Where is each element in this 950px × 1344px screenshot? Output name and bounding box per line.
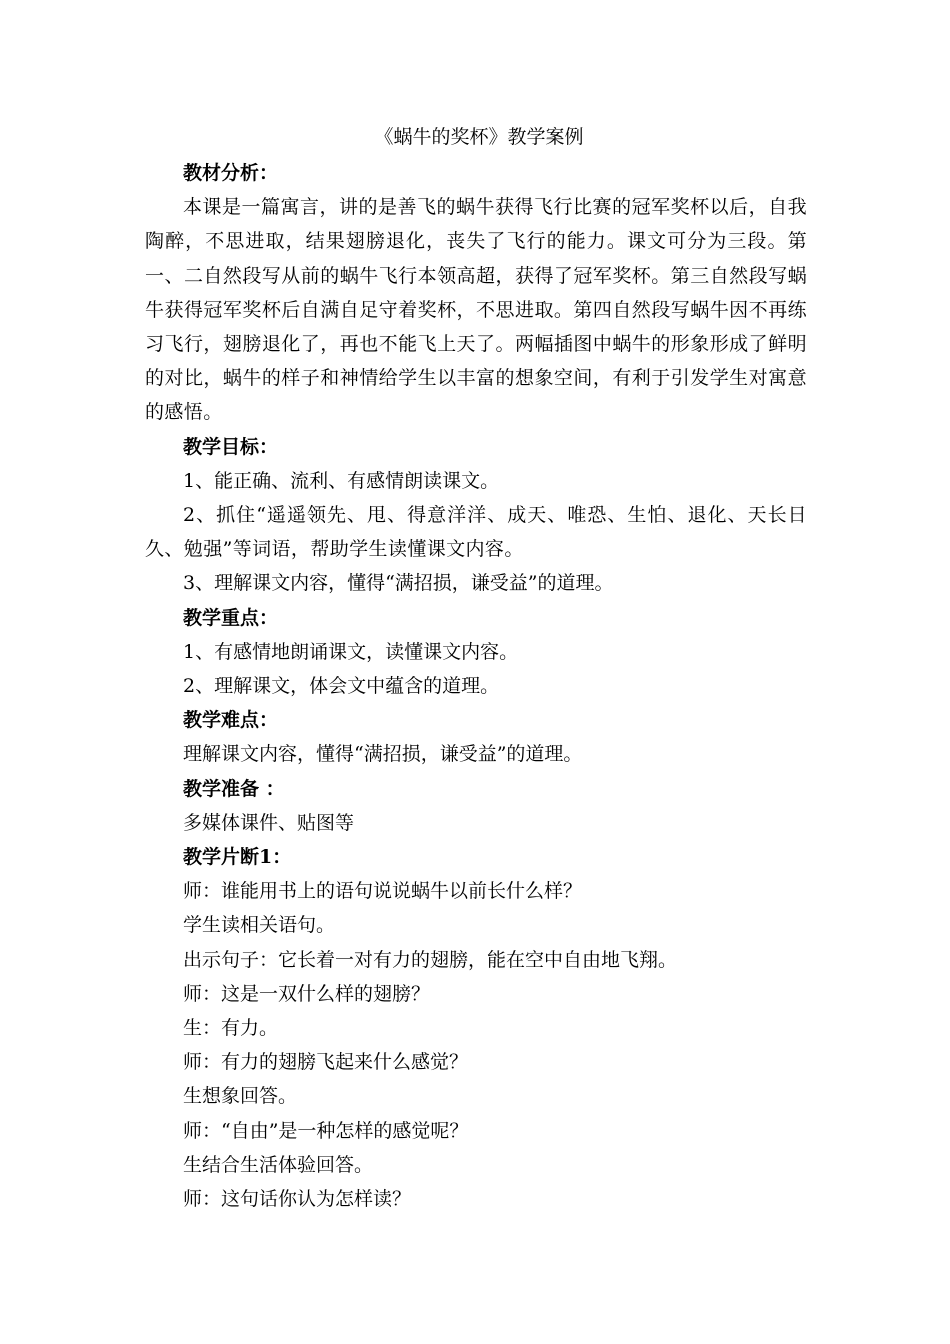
- analysis-heading: 教材分析：: [183, 162, 279, 184]
- dialogue-line: 出示句子：它长着一对有力的翅膀，能在空中自由地飞翔。: [183, 948, 678, 971]
- key-points-heading: 教学重点：: [183, 606, 279, 629]
- dialogue-line: 生：有力。: [183, 1017, 279, 1040]
- key-point-1: 1、有感情地朗诵课文，读懂课文内容。: [183, 640, 519, 663]
- dialogue-line: 生想象回答。: [183, 1085, 298, 1108]
- preparation-heading: 教学准备 ：: [183, 777, 285, 800]
- difficulty-item-1: 理解课文内容，懂得“满招损，谦受益”的道理。: [183, 743, 583, 766]
- dialogue-line: 生结合生活体验回答。: [183, 1153, 374, 1176]
- goal-item-1: 1、能正确、流利、有感情朗读课文。: [183, 469, 500, 492]
- document-title: 《蜗牛的奖杯》教学案例: [374, 126, 584, 148]
- goal-item-3: 3、理解课文内容，懂得“满招损，谦受益”的道理。: [183, 572, 614, 595]
- key-point-2: 2、理解课文，体会文中蕴含的道理。: [183, 675, 500, 698]
- dialogue-line: 师：“自由”是一种怎样的感觉呢？: [183, 1119, 469, 1142]
- fragment-heading: 教学片断1：: [183, 846, 292, 869]
- difficulty-heading: 教学难点：: [183, 709, 279, 732]
- dialogue-line: 师：有力的翅膀飞起来什么感觉？: [183, 1051, 469, 1074]
- goals-heading: 教学目标：: [183, 435, 279, 458]
- goal-item-2: 2、抓住“遥遥领先、甩、得意洋洋、成天、唯恐、生怕、退化、天长日久、勉强”等词语，帮助学生读懂课文内容。: [145, 504, 807, 561]
- dialogue-line: 师：谁能用书上的语句说说蜗牛以前长什么样？: [183, 880, 583, 903]
- dialogue-line: 学生读相关语句。: [183, 914, 336, 937]
- analysis-paragraph: 本课是一篇寓言，讲的是善飞的蜗牛获得飞行比赛的冠军奖杯以后，自我陶醉，不思进取，结果翅膀退化，丧失了飞行的能力。课文可分为三段。第一、二自然段写从前的蜗牛飞行本领高超，获得了冠军奖杯。第三自然段写蜗牛获得冠军奖杯后自满自足守着奖杯，不思进取。第四自然段写蜗牛因不再练习飞行，翅膀退化了，再也不能飞上天了。两幅插图中蜗牛的形象形成了鲜明的对比，蜗牛的样子和神情给学生以丰富的想象空间，有利于引发学生对寓意的感悟。: [145, 196, 807, 424]
- dialogue-line: 师：这句话你认为怎样读？: [183, 1188, 412, 1211]
- dialogue-line: 师：这是一双什么样的翅膀？: [183, 982, 431, 1005]
- preparation-item-1: 多媒体课件、贴图等: [183, 811, 355, 834]
